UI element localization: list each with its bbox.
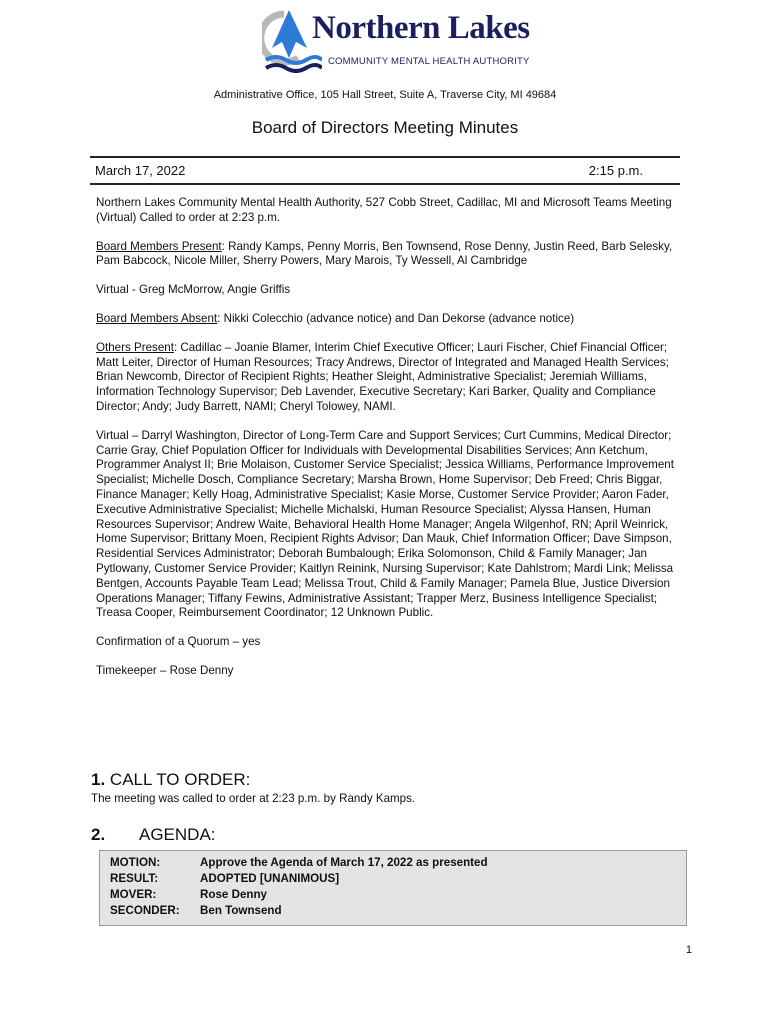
meeting-time: 2:15 p.m. — [588, 163, 643, 178]
seconder-value: Ben Townsend — [200, 904, 282, 917]
quorum-confirmation: Confirmation of a Quorum – yes — [96, 635, 261, 649]
others-label: Others Present — [96, 340, 174, 354]
virtual-members: Virtual - Greg McMorrow, Angie Griffis — [96, 283, 291, 297]
result-value: ADOPTED [UNANIMOUS] — [200, 872, 340, 885]
board-members-present — [96, 240, 686, 270]
logo-name: Northern Lakes — [312, 10, 530, 46]
others-list: : Cadillac – Joanie Blamer, Interim Chief Executive Officer; Lauri Fischer, Chief Financial Officer; Matt Leiter, Director of Human Resources; Tracy Andrews, Director of Integrated and Managed Health Services; Brian Newcomb, Director of Recipient Rights; Heather Sleight, Administrative Specialist; Jeremiah Williams, Information Technology Supervisor; Deb Lavender, Executive Secretary; Kari Barker, Quality and Compliance Director; Andy; Judy Barrett, NAMI; Cheryl Tolowey, NAMI. — [96, 340, 669, 413]
office-address: Administrative Office, 105 Hall Street, Suite A, Traverse City, MI 49684 — [213, 89, 557, 101]
absent-label: Board Members Absent — [96, 311, 218, 325]
top-rule — [90, 156, 680, 158]
present-list: : Randy Kamps, Penny Morris, Ben Townsend, Rose Denny, Justin Reed, Barb Selesky, Pam Babcock, Nicole Miller, Sherry Powers, Mary Marois, Ty Wessell, Al Cambridge — [96, 239, 673, 268]
meeting-location: Northern Lakes Community Mental Health Authority, 527 Cobb Street, Cadillac, MI and Microsoft Teams Meeting (Virtual) Called to order at 2:23 p.m. — [96, 196, 672, 224]
logo-subtitle: COMMUNITY MENTAL HEALTH AUTHORITY — [328, 56, 530, 67]
timekeeper: Timekeeper – Rose Denny — [96, 663, 234, 677]
call-to-order-text: The meeting was called to order at 2:23 p.m. by Randy Kamps. — [91, 792, 416, 805]
document-title: Board of Directors Meeting Minutes — [251, 118, 519, 137]
section-title: CALL TO ORDER: — [109, 770, 251, 789]
meeting-date: March 17, 2022 — [95, 163, 186, 178]
section-title: AGENDA: — [139, 825, 216, 844]
motion-value: Approve the Agenda of March 17, 2022 as presented — [200, 856, 488, 869]
section-call-to-order-heading — [91, 770, 250, 790]
section-agenda-heading — [91, 825, 216, 845]
present-label: Board Members Present — [96, 239, 222, 253]
mover-value: Rose Denny — [200, 888, 268, 901]
motion-label: MOTION: — [110, 856, 161, 869]
others-present — [96, 341, 686, 415]
section-number: 1. — [91, 770, 106, 789]
seconder-label: SECONDER: — [110, 904, 180, 917]
motion-box — [99, 850, 687, 926]
section-number: 2. — [91, 825, 106, 844]
board-members-absent — [96, 312, 686, 327]
mover-label: MOVER: — [110, 888, 157, 901]
page-number: 1 — [685, 944, 692, 956]
bottom-rule — [90, 183, 680, 185]
attendance-section — [96, 196, 686, 693]
absent-list: : Nikki Colecchio (advance notice) and Dan Dekorse (advance notice) — [217, 311, 575, 325]
result-label: RESULT: — [110, 872, 159, 885]
organization-logo — [262, 8, 552, 78]
virtual-others: Virtual – Darryl Washington, Director of Long-Term Care and Support Services; Curt Cummins, Medical Director; Carrie Gray, Chief Population Officer for Individuals with Developmental Disabilities Services; Ann Ketchum, Programmer Analyst II; Brie Molaison, Customer Service Specialist; Jessica Williams, Performance Improvement Specialist; Michelle Dosch, Compliance Secretary; Marsha Brown, Home Supervisor; Deb Freed; Chris Biggar, Finance Manager; Kelly Hoag, Administrative Specialist; Kasie Morse, Customer Service Provider; Aaron Fader, Executive Administrative Specialist; Michelle Michalski, Human Resource Specialist; Alyssa Hansen, Human Resources Supervisor; Andrew Waite, Behavioral Health Home Manager; Angela Wilgenhof, RN; April Weinrick, Home Supervisor; Brittany Moen, Recipient Rights Advisor; Dan Mauk, Chief Information Officer; Dave Simpson, Residential Services Administrator; Deborah Bumbalough; Erika Solomonson, Child & Family Manager; Jan Pytlowany, Customer Service Provider; Kaitlyn Reinink, Nursing Supervisor; Kate Dahlstrom; Mardi Link; Melissa Bentgen, Accounts Payable Team Lead; Melissa Trout, Child & Family Manager; Pamela Blue, Justice Diversion Operations Manager; Tiffany Fewins, Administrative Assistant; Trapper Merz, Business Intelligence Specialist; Treasa Cooper, Reimbursement Coordinator; 12 Unknown Public. — [96, 428, 674, 620]
